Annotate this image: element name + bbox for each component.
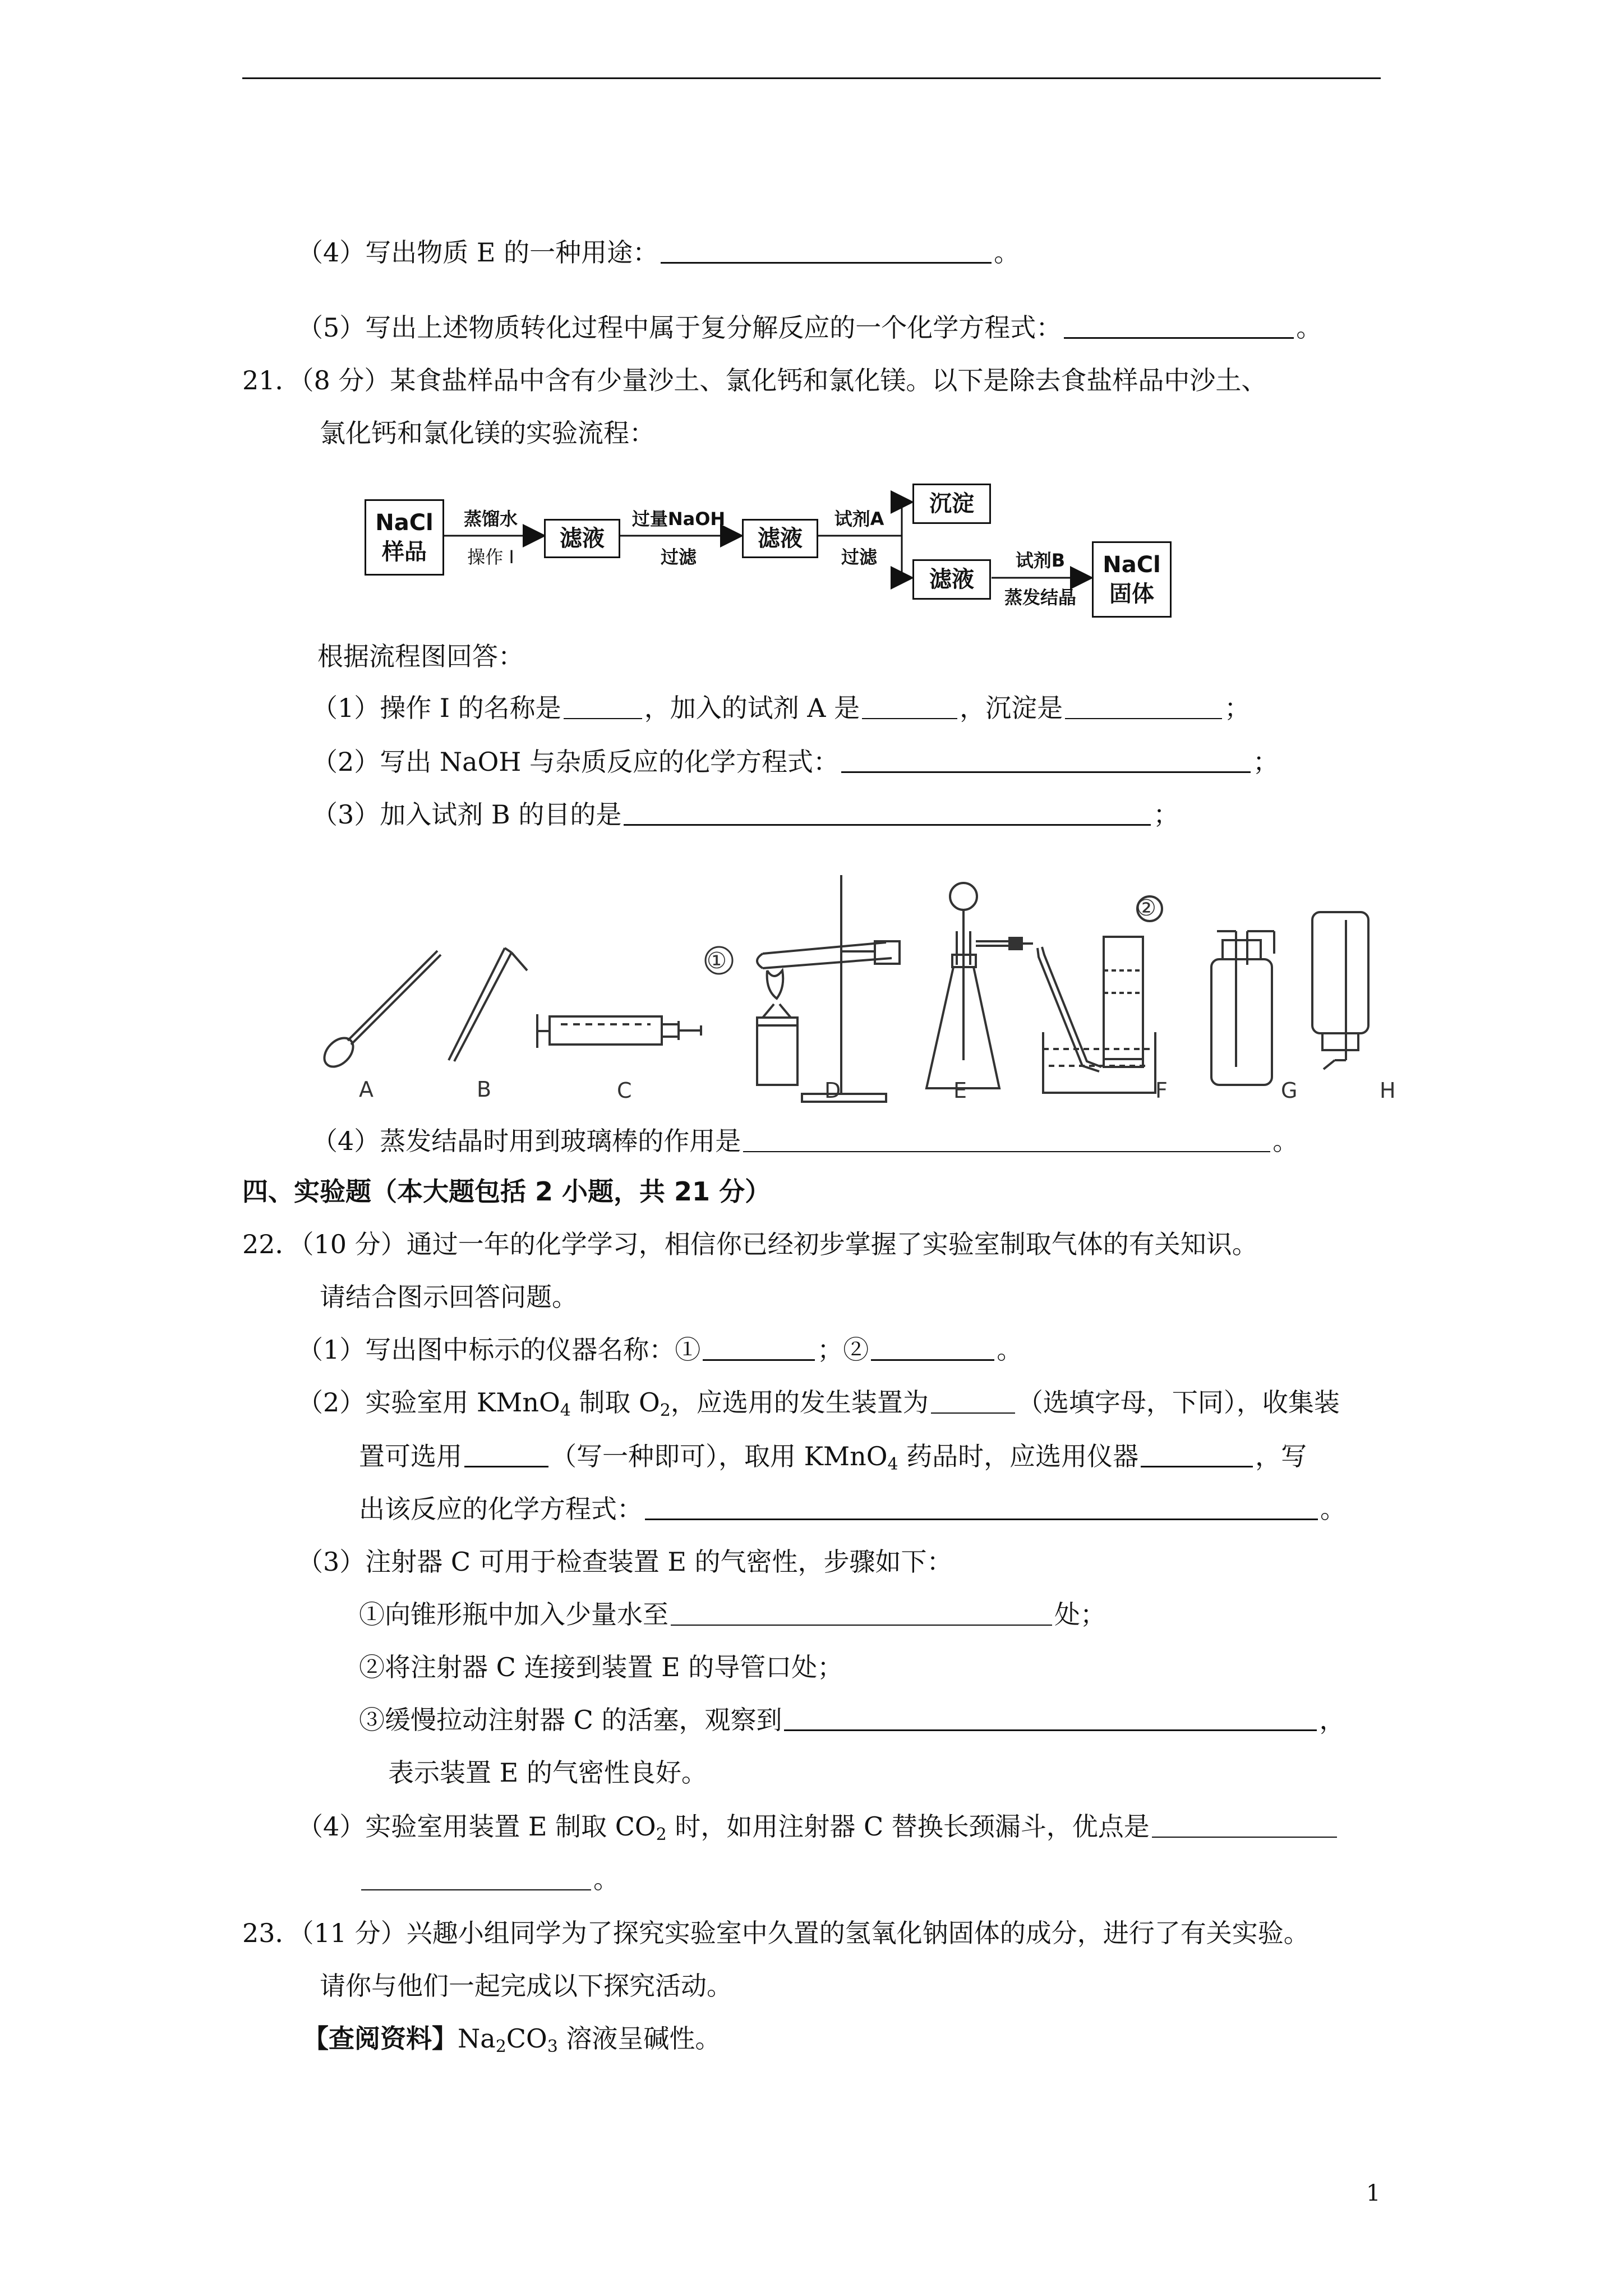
q22-part1 xyxy=(297,1333,1022,1366)
q22-part3-step1 xyxy=(359,1598,1106,1631)
q22-p2-text: ，应选用的发生装置为 xyxy=(670,1387,929,1418)
q20-p5-text: （5）写出上述物质转化过程中属于复分解反应的一个化学方程式： xyxy=(297,312,1062,343)
subscript: 2 xyxy=(656,1825,667,1844)
q21-p2-a: （2）写出 NaOH 与杂质反应的化学方程式： xyxy=(312,747,840,777)
flow-arrow3-top: 试剂A xyxy=(834,508,884,530)
q22-p3-s3-a: ③缓慢拉动注射器 C 的活塞，观察到 xyxy=(359,1705,782,1735)
q22-part3-step3 xyxy=(359,1703,1345,1737)
flow-box-sample-l2: 样品 xyxy=(382,539,427,565)
flow-box-sample xyxy=(365,499,444,576)
subscript: 4 xyxy=(560,1401,571,1420)
q22-p1-c: 。 xyxy=(997,1335,1023,1365)
answer-blank[interactable] xyxy=(464,1443,548,1467)
flow-box-filtrate2: 滤液 xyxy=(742,519,818,558)
syringe-icon xyxy=(537,1014,701,1048)
answer-blank[interactable] xyxy=(743,1129,1270,1152)
q21-p2-b: ； xyxy=(1253,747,1279,777)
flow-box-precipitate: 沉淀 xyxy=(912,484,991,524)
collection-bottle-icon xyxy=(1312,912,1368,1069)
flow-box-filtrate1: 滤液 xyxy=(544,519,620,558)
page-number: 1 xyxy=(1366,2180,1381,2206)
q22-part4-line2 xyxy=(359,1862,619,1896)
q22-part3-step3-line2 xyxy=(388,1756,707,1789)
q21-p1-d: ； xyxy=(1224,693,1251,723)
q22-p4-a: （4）实验室用装置 E 制取 CO xyxy=(297,1811,656,1842)
q22-p2-text: （2）实验室用 KMnO xyxy=(297,1387,560,1418)
q21-answer-intro-text: 根据流程图回答： xyxy=(317,641,524,671)
flow-box-filtrate3: 滤液 xyxy=(912,559,991,600)
flow-box-solid-l2: 固体 xyxy=(1109,581,1154,607)
q22-p3-s2: ②将注射器 C 连接到装置 E 的导管口处； xyxy=(359,1652,843,1682)
flow-arrow2-bottom: 过滤 xyxy=(660,546,697,568)
q23-intro-line2 xyxy=(320,1969,732,2003)
q21-p1-a: （1）操作 I 的名称是 xyxy=(312,693,561,723)
q22-p2-text: 药品时，应选用仪器 xyxy=(898,1441,1139,1471)
q23-reference xyxy=(303,2022,721,2055)
header-rule xyxy=(242,77,1381,79)
label-h: H xyxy=(1380,1078,1396,1103)
q20-part5 xyxy=(297,311,1322,344)
q21-part2 xyxy=(312,745,1279,779)
subscript: 3 xyxy=(547,2037,558,2056)
q23-intro-text: 23．（11 分）兴趣小组同学为了探究实验室中久置的氢氧化钠固体的成分，进行了有关实验。 xyxy=(242,1918,1310,1948)
flow-arrow4-bottom: 蒸发结晶 xyxy=(1004,587,1076,608)
q21-part3 xyxy=(312,798,1179,831)
q21-p4-b: 。 xyxy=(1272,1126,1299,1156)
answer-blank[interactable] xyxy=(862,696,957,719)
answer-blank[interactable] xyxy=(624,802,1151,826)
label-d: D xyxy=(824,1078,841,1103)
flow-arrow2-top: 过量NaOH xyxy=(631,508,726,530)
label-b: B xyxy=(477,1077,492,1102)
q23-ref-text: CO xyxy=(506,2023,547,2054)
q22-part4 xyxy=(297,1810,1339,1843)
subscript: 2 xyxy=(660,1401,671,1420)
q21-p3-b: ； xyxy=(1153,799,1179,830)
answer-blank[interactable] xyxy=(1064,315,1294,339)
q23-ref-label: 【查阅资料】 xyxy=(303,2023,458,2054)
q22-p2-text: （写一种即可），取用 KMnO xyxy=(551,1441,888,1471)
q20-part4 xyxy=(297,236,1020,269)
marker-1: ① xyxy=(707,948,727,974)
q22-p1-a: （1）写出图中标示的仪器名称：① xyxy=(297,1335,701,1365)
q21-intro-line2 xyxy=(320,416,655,450)
flow-chart xyxy=(359,471,1189,628)
water-trough-icon xyxy=(1038,896,1162,1093)
answer-blank[interactable] xyxy=(1152,1814,1337,1838)
q22-p3-s1-b: 处； xyxy=(1054,1599,1106,1630)
q22-intro-text2: 请结合图示回答问题。 xyxy=(320,1282,578,1312)
q22-p1-b: ；② xyxy=(817,1335,869,1365)
marker-2: ② xyxy=(1136,895,1156,921)
flow-arrow3-bottom: 过滤 xyxy=(841,546,877,568)
q22-p2-text: 制取 O xyxy=(570,1387,660,1418)
q23-ref-text: Na xyxy=(458,2023,496,2054)
q22-intro-line1 xyxy=(242,1227,1258,1261)
flow-arrow1-bottom: 操作 I xyxy=(467,546,514,568)
q22-intro-text: 22．（10 分）通过一年的化学学习，相信你已经初步掌握了实验室制取气体的有关知识。 xyxy=(242,1229,1258,1259)
answer-blank[interactable] xyxy=(784,1707,1317,1731)
q21-number: 21．（8 分）某食盐样品中含有少量沙土、氯化钙和氯化镁。以下是除去食盐样品中沙土、 xyxy=(242,365,1267,395)
q22-part2-line1 xyxy=(297,1386,1340,1419)
label-e: E xyxy=(953,1078,967,1103)
q22-p3-s3-l2: 表示装置 E 的气密性良好。 xyxy=(388,1757,707,1788)
q20-p4-end: 。 xyxy=(994,237,1020,268)
q22-intro-line2 xyxy=(320,1280,578,1314)
q21-p1-c: ，沉淀是 xyxy=(960,693,1063,723)
answer-blank[interactable] xyxy=(661,240,992,264)
q21-intro-text: 氯化钙和氯化镁的实验流程： xyxy=(320,418,655,448)
q22-p2-text: 置可选用 xyxy=(359,1441,462,1471)
subscript: 2 xyxy=(495,2037,506,2056)
heating-apparatus-icon xyxy=(757,875,900,1102)
q21-part4 xyxy=(312,1124,1298,1158)
q21-p3-a: （3）加入试剂 B 的目的是 xyxy=(312,799,622,830)
q21-answer-intro xyxy=(317,639,524,673)
answer-blank[interactable] xyxy=(671,1602,1052,1626)
label-g: G xyxy=(1281,1078,1298,1103)
apparatus-figure xyxy=(314,869,1436,1116)
label-c: C xyxy=(617,1078,632,1103)
tweezers-icon xyxy=(449,948,527,1061)
answer-blank[interactable] xyxy=(931,1390,1015,1414)
answer-blank[interactable] xyxy=(564,696,642,719)
flow-box-solid-l1: NaCl xyxy=(1103,552,1161,578)
q22-p2-text: 出该反应的化学方程式： xyxy=(359,1494,643,1524)
answer-blank[interactable] xyxy=(361,1867,591,1890)
flow-arrow4-top: 试剂B xyxy=(1015,550,1066,571)
gas-bottle-icon xyxy=(1211,931,1274,1085)
subscript: 4 xyxy=(887,1455,898,1474)
conical-flask-icon xyxy=(926,883,1033,1088)
q21-p4-a: （4）蒸发结晶时用到玻璃棒的作用是 xyxy=(312,1126,741,1156)
q22-p3-intro: （3）注射器 C 可用于检查装置 E 的气密性，步骤如下： xyxy=(297,1547,953,1577)
q23-intro-text2: 请你与他们一起完成以下探究活动。 xyxy=(320,1971,732,2001)
q22-part3-intro xyxy=(297,1545,953,1579)
answer-blank[interactable] xyxy=(703,1337,815,1361)
answer-blank[interactable] xyxy=(1065,696,1222,719)
label-a: A xyxy=(359,1077,374,1102)
answer-blank[interactable] xyxy=(841,749,1251,773)
q22-p2-text: （选填字母，下同），收集装 xyxy=(1017,1387,1340,1418)
answer-blank[interactable] xyxy=(645,1496,1318,1520)
q23-intro-line1 xyxy=(242,1916,1310,1950)
q22-part3-step2 xyxy=(359,1650,843,1684)
q23-ref-text: 溶液呈碱性。 xyxy=(557,2023,721,2054)
q22-p3-s3-b: ， xyxy=(1319,1705,1345,1735)
q20-p5-end: 。 xyxy=(1296,312,1322,343)
section-heading: 四、实验题（本大题包括 2 小题，共 21 分） xyxy=(242,1176,771,1207)
q22-p3-s1-a: ①向锥形瓶中加入少量水至 xyxy=(359,1599,668,1630)
label-f: F xyxy=(1155,1078,1168,1103)
flow-box-solid xyxy=(1092,541,1172,618)
q21-p1-b: ，加入的试剂 A 是 xyxy=(644,693,860,723)
q21-part1 xyxy=(312,691,1250,725)
q22-part2-line2 xyxy=(359,1439,1307,1473)
q22-part2-line3 xyxy=(359,1492,1346,1526)
q20-p4-text: （4）写出物质 E 的一种用途： xyxy=(297,237,659,268)
spoon-icon xyxy=(319,951,441,1072)
answer-blank[interactable] xyxy=(1141,1443,1253,1467)
q22-p2-text: 。 xyxy=(1320,1494,1346,1524)
flow-arrow1-top: 蒸馏水 xyxy=(463,508,518,530)
answer-blank[interactable] xyxy=(871,1337,994,1361)
q22-p4-end: 。 xyxy=(593,1864,619,1894)
q22-p4-b: 时，如用注射器 C 替换长颈漏斗，优点是 xyxy=(666,1811,1150,1842)
q22-p2-text: ，写 xyxy=(1255,1441,1307,1471)
q21-intro-line1 xyxy=(242,364,1267,397)
flow-box-sample-l1: NaCl xyxy=(375,510,434,536)
